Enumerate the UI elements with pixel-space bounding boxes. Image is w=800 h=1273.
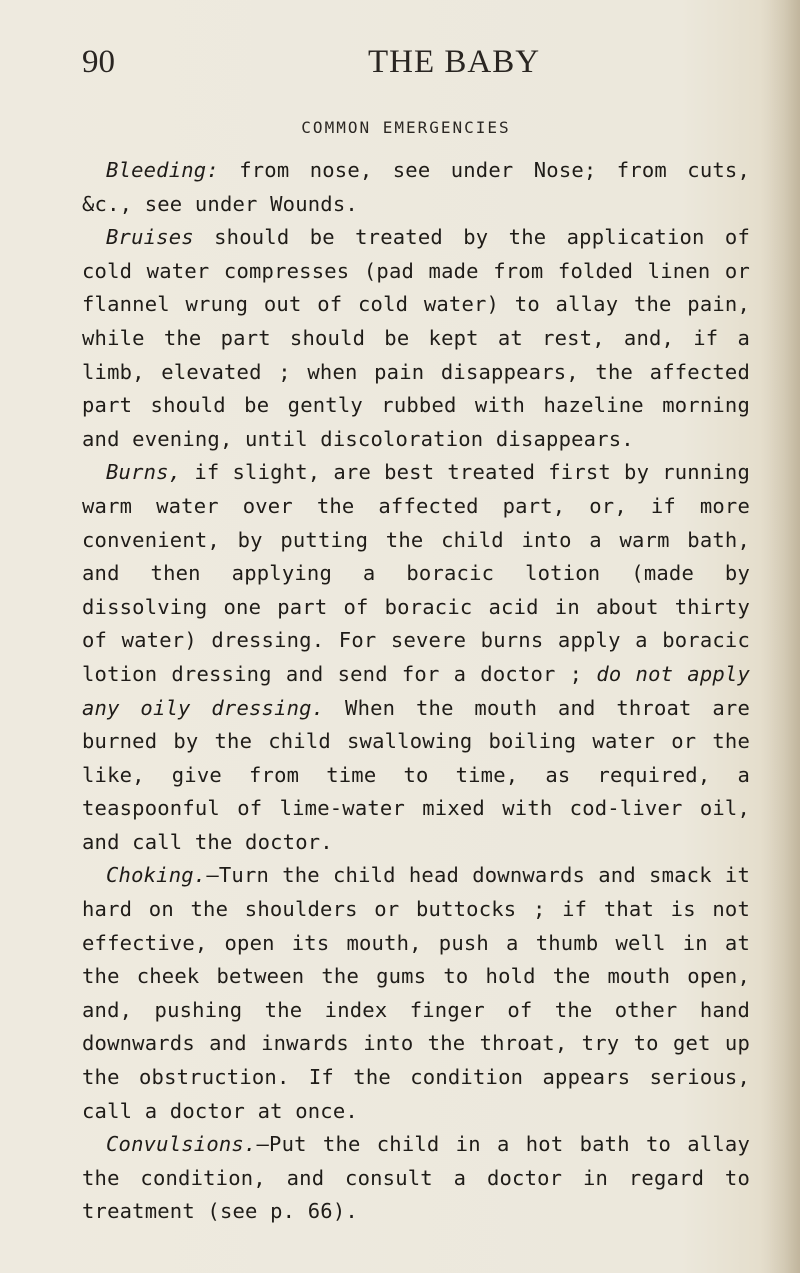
page-number: 90 bbox=[82, 44, 115, 80]
paragraph-burns bbox=[82, 456, 750, 859]
emphasis-burns: do not apply any oily dressing. bbox=[82, 661, 750, 720]
term-bruises: Bruises bbox=[106, 225, 194, 250]
text-burns-after: When the mouth and throat are burned by the child swallowing boiling water or the like, give from time to time, as required, a teaspoonful of lime-water mixed with cod-liver oil, and call the doctor. bbox=[82, 695, 750, 854]
term-bleeding: Bleeding: bbox=[106, 158, 219, 182]
paragraph-bleeding bbox=[82, 154, 750, 221]
page-edge-shadow bbox=[760, 0, 800, 1273]
term-convulsions: Convulsions. bbox=[106, 1132, 257, 1157]
text-bruises: should be treated by the application of cold water compresses (pad made from folded linen or flannel wrung out of cold water) to allay the pain, while the part should be kept at rest, and, if a limb, elevated ; when pain disappears, the affected part should be gently rubbed with hazeline morning and evening, until discoloration disappears. bbox=[82, 225, 750, 451]
running-head bbox=[0, 24, 800, 84]
paragraph-choking bbox=[82, 859, 750, 1128]
term-burns: Burns, bbox=[106, 460, 182, 485]
paragraph-convulsions bbox=[82, 1128, 750, 1229]
body-text bbox=[82, 154, 750, 1229]
running-title: THE BABY bbox=[368, 44, 541, 80]
text-choking: —Turn the child head downwards and smack it hard on the shoulders or buttocks ; if that is not effective, open its mouth, push a thumb well in at the cheek between the gums to hold the mouth open, and, pushing the index finger of the other hand downwards and inwards into the throat, try to get up the obstruction. If the condition appears serious, call a doctor at once. bbox=[82, 863, 750, 1123]
text-bleeding: from nose, see under Nose; from cuts, &c., see under Wounds. bbox=[82, 158, 750, 216]
text-convulsions: —Put the child in a hot bath to allay the condition, and consult a doctor in regard to treatment (see p. 66). bbox=[82, 1132, 750, 1224]
term-choking: Choking. bbox=[106, 863, 207, 888]
text-burns-before: if slight, are best treated first by running warm water over the affected part, or, if more convenient, by putting the child into a warm bath, and then applying a boracic lotion (made by dissolving one part of boracic acid in about thirty of water) dressing. For severe burns apply a boracic lotion dressing and send for a doctor ; bbox=[82, 460, 750, 686]
paragraph-bruises bbox=[82, 221, 750, 456]
section-heading: COMMON EMERGENCIES bbox=[301, 118, 511, 137]
